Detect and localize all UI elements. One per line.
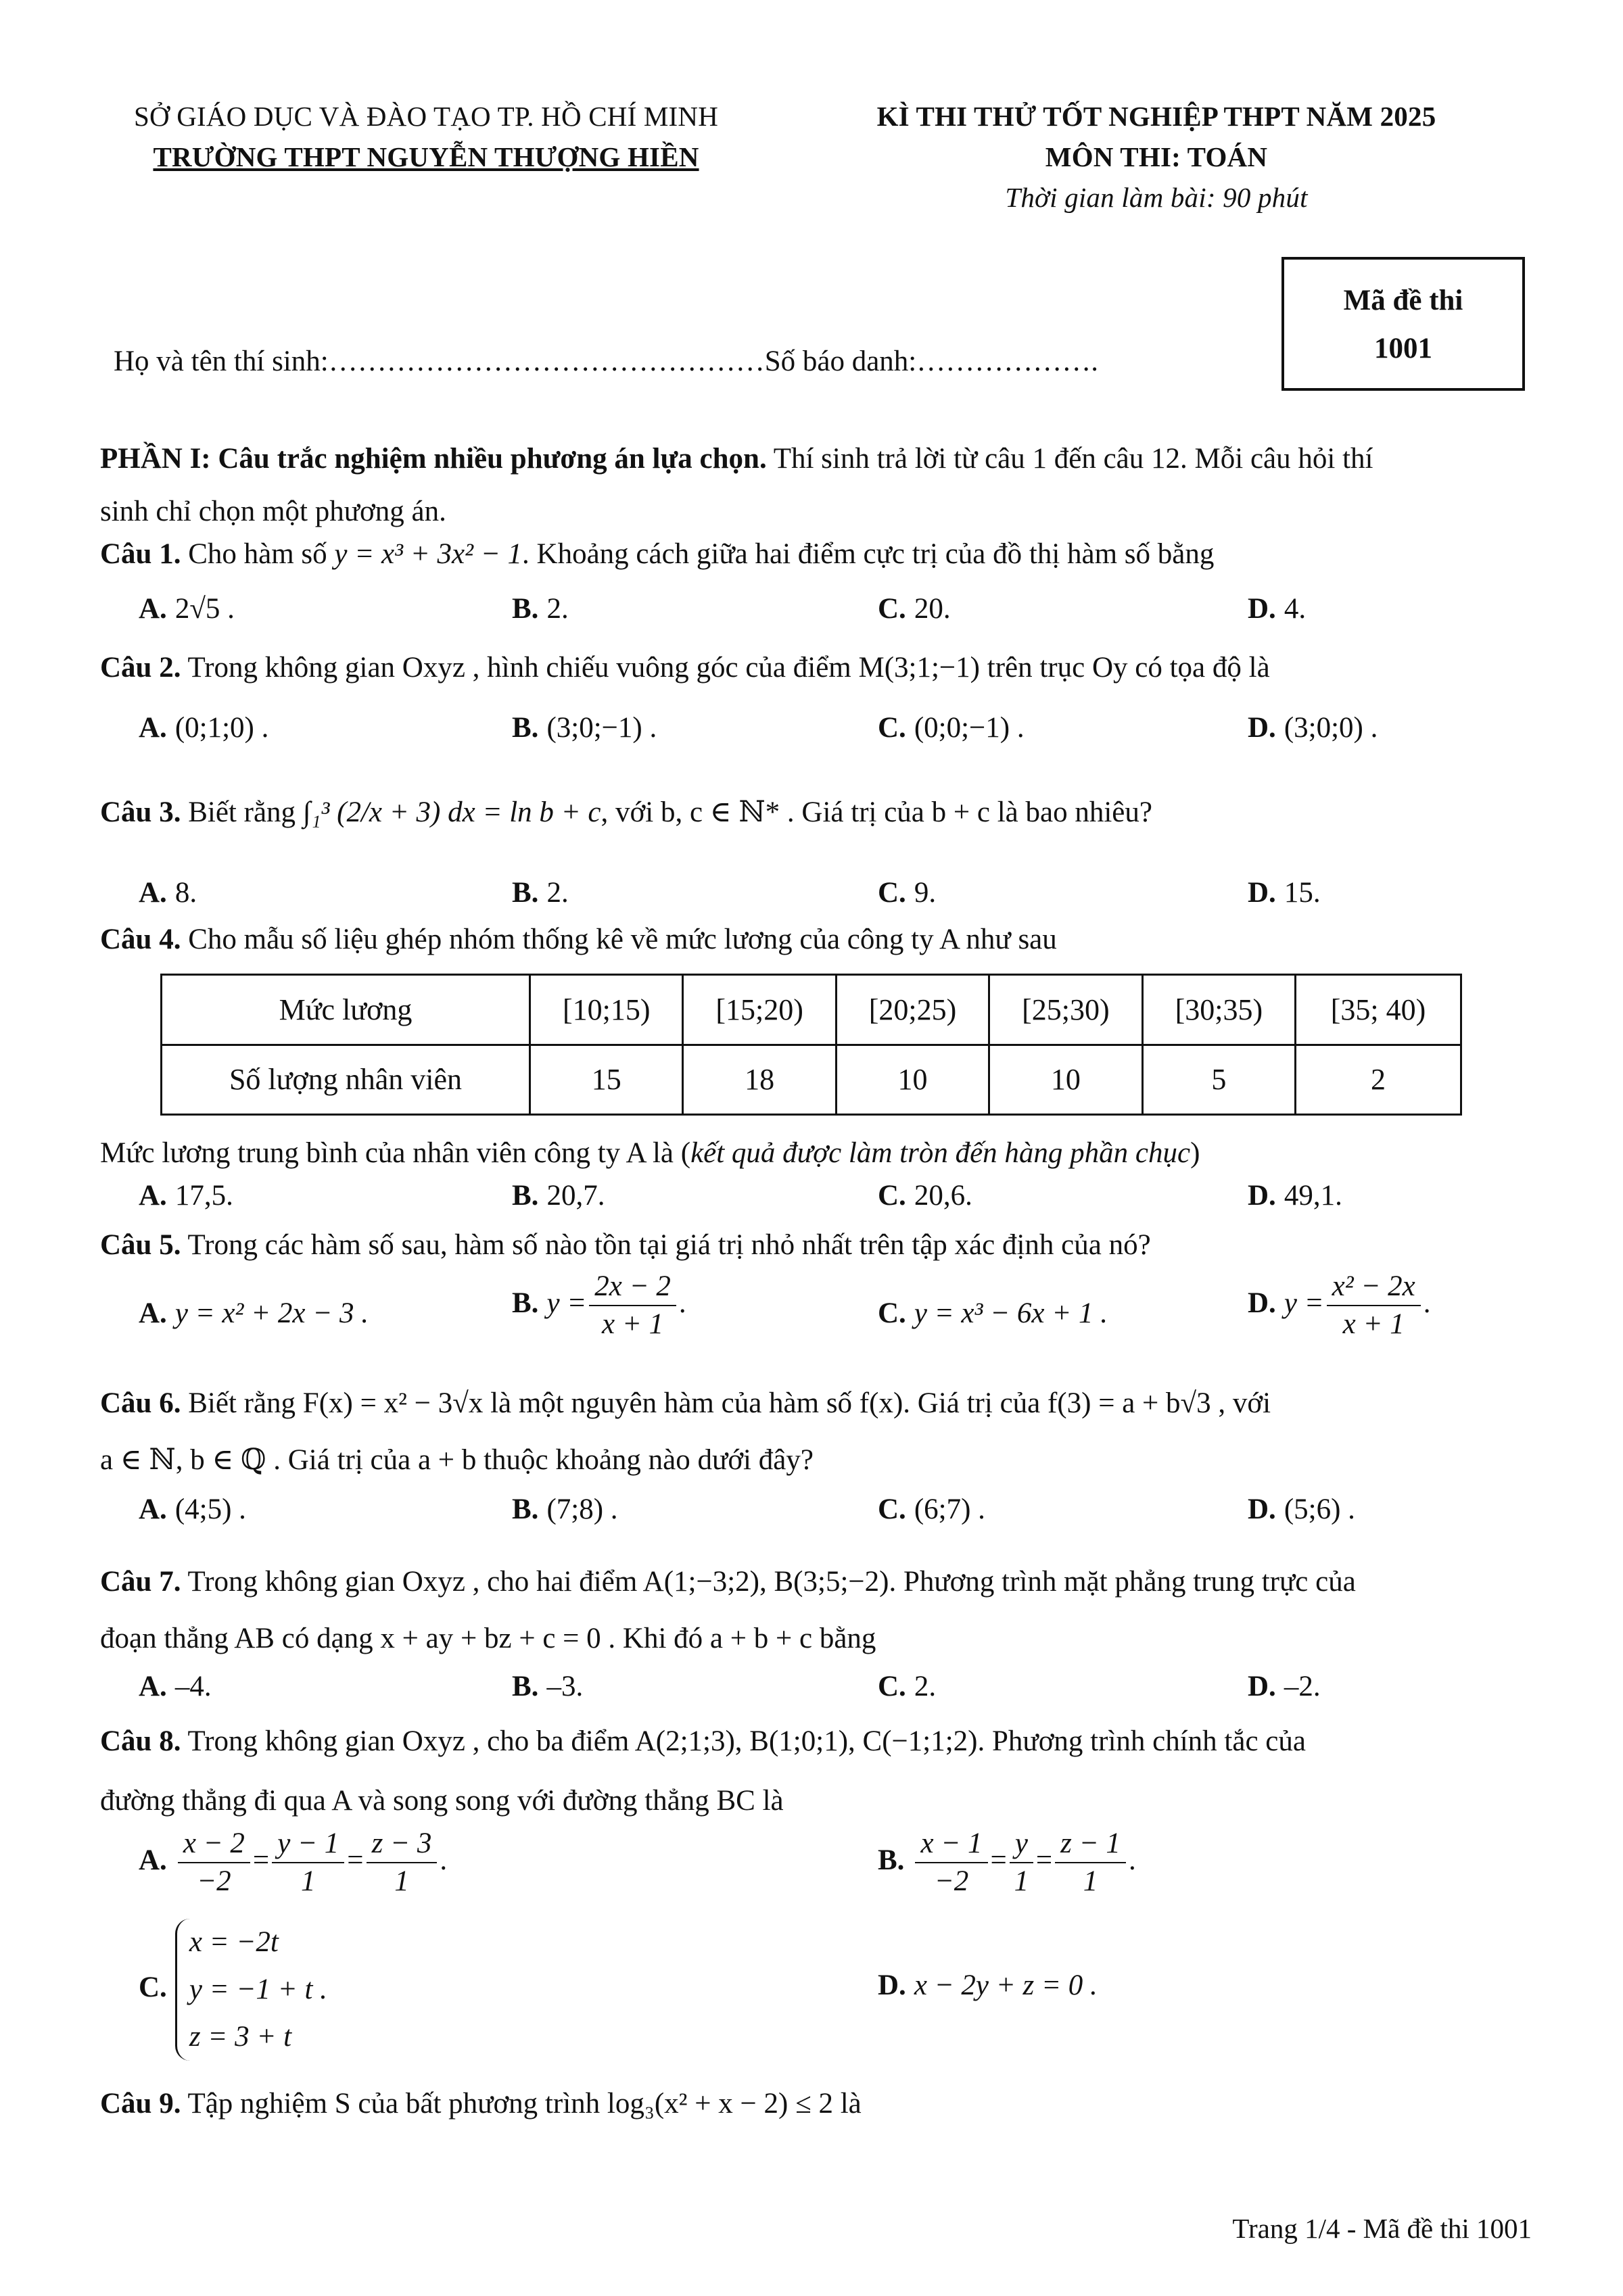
option-letter: C.: [878, 712, 906, 744]
part1-title: PHẦN I: Câu trắc nghiệm nhiều phương án lựa chọn.: [100, 443, 767, 475]
page-footer: Trang 1/4 - Mã đề thi 1001: [1232, 2213, 1532, 2244]
question-6-line2: a ∈ ℕ, b ∈ ℚ . Giá trị của a + b thuộc khoảng nào dưới đây?: [100, 1444, 814, 1476]
fraction-denominator: 1: [394, 1865, 409, 1897]
option-letter: C.: [878, 1671, 906, 1702]
option-fraction: [178, 1825, 250, 1900]
option-letter: B.: [512, 877, 539, 909]
q2-option-c[interactable]: [878, 711, 1025, 744]
question-2: [100, 648, 1535, 688]
option-letter: C.: [139, 1971, 167, 2003]
option-text: 9.: [914, 877, 937, 909]
fraction-denominator: 1: [1083, 1865, 1098, 1897]
option-letter: C.: [878, 877, 906, 909]
option-letter: C.: [878, 1297, 906, 1329]
question-7-label: Câu 7.: [100, 1566, 181, 1598]
fraction-numerator: y: [1010, 1825, 1033, 1863]
option-letter: A.: [139, 1493, 167, 1525]
option-fraction: [915, 1825, 987, 1900]
option-text: 15.: [1284, 877, 1321, 909]
option-text: –3.: [546, 1671, 584, 1702]
option-letter: A.: [139, 712, 167, 744]
candidate-id-field[interactable]: ……………….: [916, 345, 1098, 377]
option-letter: B.: [512, 1671, 539, 1702]
q4-option-a[interactable]: [139, 1179, 233, 1212]
candidate-name-label: Họ và tên thí sinh:: [114, 345, 329, 377]
candidate-line: [114, 345, 1098, 378]
salary-table: [160, 974, 1462, 1116]
option-text: –4.: [174, 1671, 212, 1702]
fraction-denominator: −2: [197, 1865, 231, 1897]
question-8-line1: Trong không gian Oxyz , cho ba điểm A(2;1;3), B(1;0;1), C(−1;1;2). Phương trình chính tắc của: [181, 1725, 1306, 1757]
part1-instruction-2: sinh chỉ chọn một phương án.: [100, 496, 446, 527]
q2-option-d[interactable]: [1248, 711, 1378, 744]
option-letter: D.: [1248, 1180, 1276, 1212]
q3-option-a[interactable]: [139, 876, 197, 909]
fraction-numerator: x² − 2x: [1327, 1268, 1421, 1306]
q4-option-b[interactable]: [512, 1179, 605, 1212]
q4-option-c[interactable]: [878, 1179, 972, 1212]
table-cell: [20;25): [836, 975, 989, 1045]
exam-code-value: 1001: [1374, 333, 1432, 364]
fraction-numerator: x − 2: [178, 1825, 250, 1863]
question-4-note: kết quả được làm tròn đến hàng phần chục: [690, 1137, 1191, 1169]
question-3-post: , với b, c ∈ ℕ* . Giá trị của b + c là bao nhiêu?: [601, 796, 1152, 828]
table-row: [162, 975, 1461, 1045]
question-9-label: Câu 9.: [100, 2088, 181, 2120]
question-7-line2: đoạn thẳng AB có dạng x + ay + bz + c = 0 . Khi đó a + b + c bằng: [100, 1623, 876, 1654]
option-letter: D.: [878, 1969, 906, 2001]
system-line: y = −1 + t .: [189, 1974, 327, 2005]
option-text: (6;7) .: [914, 1493, 985, 1525]
question-1: [100, 534, 1535, 575]
table-cell: 10: [989, 1045, 1142, 1115]
exam-code-label: Mã đề thi: [1343, 285, 1463, 316]
option-letter: A.: [139, 1844, 167, 1876]
option-text: 8.: [174, 877, 197, 909]
option-text: y = x³ − 6x + 1 .: [914, 1297, 1108, 1329]
option-lhs: y =: [1284, 1287, 1324, 1319]
question-8-label: Câu 8.: [100, 1725, 181, 1757]
q1-option-b[interactable]: [512, 592, 569, 625]
question-3-integral: ∫₁³ (2/x + 3) dx = ln b + c: [302, 796, 601, 828]
exam-code-box: [1281, 257, 1525, 391]
option-text: 49,1.: [1284, 1180, 1342, 1212]
table-cell: [35; 40): [1296, 975, 1461, 1045]
fraction-denominator: 1: [1014, 1865, 1029, 1897]
q3-option-b[interactable]: [512, 876, 569, 909]
table-cell: [25;30): [989, 975, 1142, 1045]
option-letter: B.: [512, 1493, 539, 1525]
option-fraction: [367, 1825, 438, 1900]
question-1-formula: y = x³ + 3x² − 1: [334, 538, 523, 570]
fraction-numerator: 2x − 2: [589, 1268, 676, 1306]
option-fraction: [589, 1268, 676, 1343]
question-7-line1: Trong không gian Oxyz , cho hai điểm A(1;−3;2), B(3;5;−2). Phương trình mặt phẳng trung trực của: [181, 1566, 1356, 1598]
question-2-text: Trong không gian Oxyz , hình chiếu vuông góc của điểm M(3;1;−1) trên trục Oy có tọa độ là: [181, 652, 1270, 684]
fraction-numerator: y − 1: [272, 1825, 344, 1863]
question-4-prompt: [100, 1133, 1535, 1174]
table-cell: 15: [530, 1045, 683, 1115]
school-name: TRƯỜNG THPT NGUYỄN THƯỢNG HIỀN: [153, 141, 699, 172]
table-cell: 18: [683, 1045, 836, 1115]
q6-option-d[interactable]: [1248, 1493, 1355, 1526]
system-line: z = 3 + t: [189, 2021, 292, 2053]
q5-option-b[interactable]: B. y = $\frac{2x - 2}{x + 1}$ .: [512, 1268, 686, 1343]
table-row: [162, 1045, 1461, 1115]
question-3-label: Câu 3.: [100, 796, 181, 828]
q5-option-d[interactable]: D. y = $\frac{\text{x² − 2x}}{x + 1}$ .: [1248, 1268, 1431, 1343]
option-text: 20,6.: [914, 1180, 972, 1212]
option-letter: A.: [139, 1671, 167, 1702]
table-header-cell: Số lượng nhân viên: [162, 1045, 530, 1115]
question-3-pre: Biết rằng: [181, 796, 303, 828]
question-5-text: Trong các hàm số sau, hàm số nào tồn tại giá trị nhỏ nhất trên tập xác định của nó?: [181, 1229, 1151, 1261]
q4-option-d[interactable]: [1248, 1179, 1342, 1212]
q7-option-b[interactable]: [512, 1670, 583, 1703]
option-letter: A.: [139, 1180, 167, 1212]
option-text: (3;0;0) .: [1284, 712, 1378, 744]
q1-option-d[interactable]: [1248, 592, 1306, 625]
option-text: (0;1;0) .: [174, 712, 269, 744]
option-letter: B.: [878, 1844, 905, 1876]
fraction-numerator: z − 3: [367, 1825, 438, 1863]
equation-system: [175, 1919, 327, 2061]
option-letter: A.: [139, 1297, 167, 1329]
fraction-denominator: −2: [934, 1865, 969, 1897]
option-text: 2.: [546, 593, 569, 625]
question-5: [100, 1225, 1535, 1266]
table-cell: 10: [836, 1045, 989, 1115]
option-text: 20,7.: [546, 1180, 605, 1212]
option-text: 17,5.: [174, 1180, 233, 1212]
question-8-line2: đường thẳng đi qua A và song song với đường thẳng BC là: [100, 1785, 784, 1817]
option-text: (5;6) .: [1284, 1493, 1355, 1525]
question-1-post: . Khoảng cách giữa hai điểm cực trị của đồ thị hàm số bằng: [522, 538, 1215, 570]
option-letter: A.: [139, 877, 167, 909]
q7-option-c[interactable]: [878, 1670, 936, 1703]
q8-option-c[interactable]: [139, 1919, 327, 2061]
fraction-denominator: x + 1: [1342, 1308, 1405, 1340]
question-4-after-end: ): [1190, 1137, 1200, 1169]
q5-option-a[interactable]: [139, 1297, 369, 1330]
table-cell: [10;15): [530, 975, 683, 1045]
option-text: (0;0;−1) .: [914, 712, 1025, 744]
option-letter: B.: [512, 1180, 539, 1212]
option-letter: C.: [878, 593, 906, 625]
part1-heading: [100, 433, 1535, 538]
option-letter: D.: [1248, 593, 1276, 625]
q8-option-d[interactable]: [878, 1969, 1098, 2002]
option-text: 2.: [546, 877, 569, 909]
question-1-label: Câu 1.: [100, 538, 181, 570]
candidate-name-field[interactable]: ………………………………………: [328, 345, 765, 377]
question-5-label: Câu 5.: [100, 1229, 181, 1261]
question-7: [100, 1554, 1535, 1667]
option-text: x − 2y + z = 0 .: [914, 1969, 1098, 2001]
table-cell: [30;35): [1142, 975, 1295, 1045]
q6-option-a[interactable]: [139, 1493, 246, 1526]
option-letter: D.: [1248, 712, 1276, 744]
question-8: [100, 1712, 1535, 1831]
option-fraction: [1010, 1825, 1033, 1900]
question-4-after: Mức lương trung bình của nhân viên công ty A là (: [100, 1137, 691, 1169]
candidate-id-label: Số báo danh:: [764, 345, 917, 377]
table-cell: 5: [1142, 1045, 1295, 1115]
question-2-label: Câu 2.: [100, 652, 181, 684]
question-6-line1: Biết rằng F(x) = x² − 3√x là một nguyên hàm của hàm số f(x). Giá trị của f(3) = a + b√3 , với: [181, 1387, 1271, 1419]
question-4-label: Câu 4.: [100, 924, 181, 955]
system-line: x = −2t: [189, 1926, 279, 1958]
option-letter: D.: [1248, 1493, 1276, 1525]
q6-option-c[interactable]: [878, 1493, 985, 1526]
option-letter: A.: [139, 593, 167, 625]
exam-duration: Thời gian làm bài: 90 phút: [1005, 182, 1308, 213]
option-text: (4;5) .: [174, 1493, 246, 1525]
q8-option-b[interactable]: B. $\frac{x - 1}{-2}$ = $\frac{y}{1}$ = $\frac{z - 1}{1}$ .: [878, 1825, 1136, 1900]
option-text: –2.: [1284, 1671, 1321, 1702]
option-letter: B.: [512, 712, 539, 744]
q6-option-b[interactable]: [512, 1493, 618, 1526]
question-6-label: Câu 6.: [100, 1387, 181, 1419]
option-letter: C.: [878, 1493, 906, 1525]
option-letter: C.: [878, 1180, 906, 1212]
subject-title: MÔN THI: TOÁN: [1045, 141, 1268, 172]
option-text: 2√5 .: [174, 593, 235, 625]
q8-option-a[interactable]: A. $\frac{x - 2}{-2}$ = $\frac{y - 1}{1}$ = $\frac{z - 3}{1}$ .: [139, 1825, 447, 1900]
fraction-denominator: x + 1: [602, 1308, 664, 1340]
q3-option-c[interactable]: [878, 876, 936, 909]
question-9-text: Tập nghiệm S của bất phương trình log₃(x² + x − 2) ≤ 2 là: [181, 2088, 862, 2120]
q5-option-c[interactable]: [878, 1297, 1108, 1330]
option-text: y = x² + 2x − 3 .: [174, 1297, 369, 1329]
fraction-numerator: x − 1: [915, 1825, 987, 1863]
option-text: 4.: [1284, 593, 1307, 625]
q1-option-c[interactable]: [878, 592, 951, 625]
q7-option-d[interactable]: [1248, 1670, 1321, 1703]
fraction-numerator: z − 1: [1055, 1825, 1126, 1863]
option-letter: D.: [1248, 877, 1276, 909]
q7-option-a[interactable]: [139, 1670, 212, 1703]
option-text: (7;8) .: [546, 1493, 618, 1525]
table-cell: 2: [1296, 1045, 1461, 1115]
option-letter: D.: [1248, 1287, 1276, 1319]
option-letter: B.: [512, 1287, 539, 1319]
question-9: [100, 2084, 1535, 2124]
option-fraction: [272, 1825, 344, 1900]
option-text: (3;0;−1) .: [546, 712, 657, 744]
question-1-pre: Cho hàm số: [181, 538, 335, 570]
option-letter: D.: [1248, 1671, 1276, 1702]
option-text: 20.: [914, 593, 951, 625]
department-name: SỞ GIÁO DỤC VÀ ĐÀO TẠO TP. HỒ CHÍ MINH: [133, 101, 719, 132]
option-fraction: [1055, 1825, 1126, 1900]
question-4: [100, 919, 1535, 960]
table-header-cell: Mức lương: [162, 975, 530, 1045]
option-fraction: [1327, 1268, 1421, 1343]
option-lhs: y =: [546, 1287, 587, 1319]
option-text: 2.: [914, 1671, 937, 1702]
question-6: [100, 1375, 1535, 1489]
q1-option-a[interactable]: [139, 592, 235, 625]
q2-option-a[interactable]: [139, 711, 268, 744]
question-3: [100, 792, 1535, 833]
exam-title: KÌ THI THỬ TỐT NGHIỆP THPT NĂM 2025: [876, 101, 1436, 132]
q2-option-b[interactable]: [512, 711, 657, 744]
question-4-text: Cho mẫu số liệu ghép nhóm thống kê về mức lương của công ty A như sau: [181, 924, 1057, 955]
q3-option-d[interactable]: [1248, 876, 1321, 909]
fraction-denominator: 1: [300, 1865, 316, 1897]
option-letter: B.: [512, 593, 539, 625]
part1-instruction: Thí sinh trả lời từ câu 1 đến câu 12. Mỗi câu hỏi thí: [766, 443, 1373, 475]
table-cell: [15;20): [683, 975, 836, 1045]
